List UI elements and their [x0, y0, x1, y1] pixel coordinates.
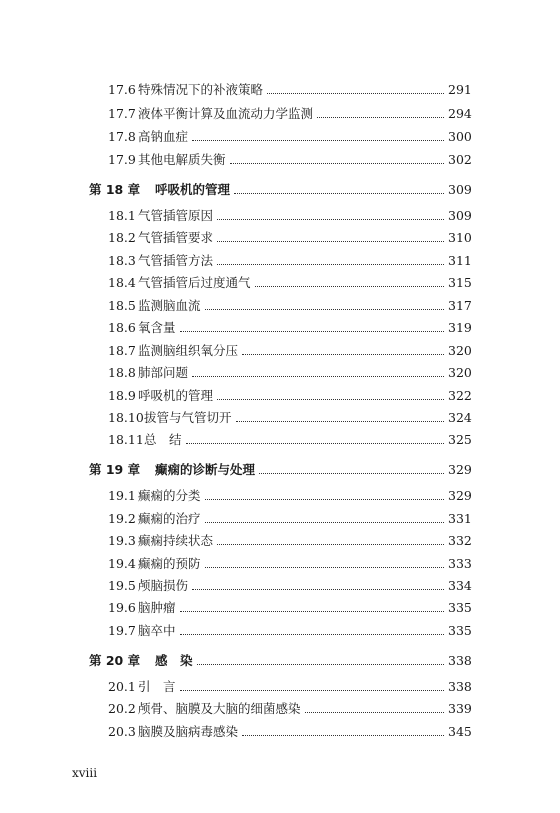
section-number: 20.2: [108, 701, 136, 716]
section-number: 18.5: [108, 298, 136, 313]
page-number: 335: [448, 623, 472, 638]
chapter-number: 第 18 章: [89, 182, 141, 197]
leader-dots: [217, 543, 444, 545]
leader-dots: [192, 375, 444, 377]
page-number: 322: [448, 388, 472, 403]
section-number: 20.3: [108, 724, 136, 739]
folio-page-label: xviii: [72, 766, 98, 780]
leader-dots: [217, 263, 444, 265]
leader-dots: [192, 588, 444, 590]
section-title: 肺部问题: [138, 365, 189, 380]
section-title: 气管插管要求: [138, 230, 214, 245]
toc-entry-19-6[interactable]: [108, 600, 470, 616]
page-number: 331: [448, 511, 472, 526]
page-number: 333: [448, 556, 472, 571]
toc-entry-17-9[interactable]: [108, 152, 470, 168]
leader-dots: [180, 689, 444, 691]
section-number: 18.11: [108, 432, 144, 447]
page-number: 332: [448, 533, 472, 548]
section-title: 脑卒中: [138, 623, 176, 638]
leader-dots: [205, 521, 444, 523]
section-title: 气管插管原因: [138, 208, 214, 223]
section-number: 20.1: [108, 679, 136, 694]
leader-dots: [205, 566, 444, 568]
page-number: 319: [448, 320, 472, 335]
toc-chapter-18[interactable]: [89, 182, 470, 198]
page-number: 315: [448, 275, 472, 290]
toc-entry-18-9[interactable]: [108, 388, 470, 404]
toc-entry-19-7[interactable]: [108, 623, 470, 639]
page-number: 345: [448, 724, 472, 739]
section-title: 癫痫的预防: [138, 556, 201, 571]
section-title: 其他电解质失衡: [138, 152, 226, 167]
page-number: 325: [448, 432, 472, 447]
leader-dots: [186, 442, 444, 444]
section-number: 18.3: [108, 253, 136, 268]
section-title: 拔管与气管切开: [144, 410, 232, 425]
leader-dots: [180, 610, 444, 612]
toc-entry-18-8[interactable]: [108, 365, 470, 381]
section-title: 监测脑组织氧分压: [138, 343, 239, 358]
section-title: 总 结: [144, 432, 182, 447]
section-number: 18.1: [108, 208, 136, 223]
section-number: 18.7: [108, 343, 136, 358]
leader-dots: [217, 240, 444, 242]
toc-entry-18-10[interactable]: [108, 410, 470, 426]
toc-entry-19-5[interactable]: [108, 578, 470, 594]
page-number: 320: [448, 365, 472, 380]
leader-dots: [236, 420, 444, 422]
toc-entry-18-1[interactable]: [108, 208, 470, 224]
section-number: 19.3: [108, 533, 136, 548]
leader-dots: [255, 285, 444, 287]
chapter-title: 感 染: [155, 653, 193, 668]
section-title: 液体平衡计算及血流动力学监测: [138, 106, 314, 121]
section-title: 气管插管方法: [138, 253, 214, 268]
chapter-title: 呼吸机的管理: [155, 182, 231, 197]
page-number: 339: [448, 701, 472, 716]
toc-entry-20-2[interactable]: [108, 701, 470, 717]
leader-dots: [217, 218, 444, 220]
section-title: 癫痫的治疗: [138, 511, 201, 526]
section-title: 氧含量: [138, 320, 176, 335]
leader-dots: [242, 353, 444, 355]
page-number: 311: [448, 253, 472, 268]
section-title: 癫痫持续状态: [138, 533, 214, 548]
toc-entry-18-5[interactable]: [108, 298, 470, 314]
section-number: 18.9: [108, 388, 136, 403]
toc-entry-18-3[interactable]: [108, 253, 470, 269]
leader-dots: [197, 663, 444, 665]
section-number: 19.2: [108, 511, 136, 526]
page-number: 300: [448, 129, 472, 144]
toc-entry-20-1[interactable]: [108, 679, 470, 695]
section-number: 18.6: [108, 320, 136, 335]
leader-dots: [180, 633, 444, 635]
section-title: 特殊情况下的补液策略: [138, 82, 264, 97]
leader-dots: [205, 308, 444, 310]
toc-entry-17-8[interactable]: [108, 129, 470, 145]
section-title: 呼吸机的管理: [138, 388, 214, 403]
toc-chapter-19[interactable]: [89, 462, 470, 478]
leader-dots: [205, 498, 444, 500]
chapter-number: 第 20 章: [89, 653, 141, 668]
page-number: 291: [448, 82, 472, 97]
section-title: 引 言: [138, 679, 176, 694]
section-number: 19.5: [108, 578, 136, 593]
page-number: 294: [448, 106, 472, 121]
section-number: 18.4: [108, 275, 136, 290]
toc-entry-18-11[interactable]: [108, 432, 470, 448]
section-number: 18.8: [108, 365, 136, 380]
toc-entry-19-4[interactable]: [108, 556, 470, 572]
section-title: 脑肿瘤: [138, 600, 176, 615]
page-number: 317: [448, 298, 472, 313]
page-number: 302: [448, 152, 472, 167]
section-title: 颅骨、脑膜及大脑的细菌感染: [138, 701, 301, 716]
page-number: 334: [448, 578, 472, 593]
section-title: 脑膜及脑病毒感染: [138, 724, 239, 739]
chapter-number: 第 19 章: [89, 462, 141, 477]
section-number: 17.7: [108, 106, 136, 121]
toc-entry-19-1[interactable]: [108, 488, 470, 504]
leader-dots: [305, 711, 444, 713]
section-title: 高钠血症: [138, 129, 189, 144]
page-number: 338: [448, 653, 472, 668]
section-title: 癫痫的分类: [138, 488, 201, 503]
section-number: 19.6: [108, 600, 136, 615]
toc-entry-18-6[interactable]: [108, 320, 470, 336]
section-number: 18.2: [108, 230, 136, 245]
page-number: 338: [448, 679, 472, 694]
leader-dots: [267, 92, 444, 94]
section-number: 19.7: [108, 623, 136, 638]
page-number: 329: [448, 488, 472, 503]
section-number: 19.4: [108, 556, 136, 571]
page-number: 310: [448, 230, 472, 245]
page-number: 320: [448, 343, 472, 358]
section-title: 监测脑血流: [138, 298, 201, 313]
toc-chapter-20[interactable]: [89, 653, 470, 669]
section-title: 颅脑损伤: [138, 578, 189, 593]
toc-entry-17-6[interactable]: [108, 82, 470, 98]
section-number: 17.6: [108, 82, 136, 97]
section-number: 17.8: [108, 129, 136, 144]
leader-dots: [234, 192, 444, 194]
toc-entry-18-2[interactable]: [108, 230, 470, 246]
chapter-title: 癫痫的诊断与处理: [155, 462, 256, 477]
page-number: 329: [448, 462, 472, 477]
page-number: 324: [448, 410, 472, 425]
toc-entry-17-7[interactable]: [108, 106, 470, 122]
section-number: 17.9: [108, 152, 136, 167]
leader-dots: [217, 398, 444, 400]
leader-dots: [242, 734, 444, 736]
page-number: 309: [448, 208, 472, 223]
page-number: 309: [448, 182, 472, 197]
toc-entry-19-2[interactable]: [108, 511, 470, 527]
leader-dots: [259, 472, 444, 474]
toc-entry-18-4[interactable]: [108, 275, 470, 291]
toc-entry-20-3[interactable]: [108, 724, 470, 740]
leader-dots: [192, 139, 444, 141]
page-number: 335: [448, 600, 472, 615]
section-number: 19.1: [108, 488, 136, 503]
leader-dots: [180, 330, 444, 332]
toc-entry-19-3[interactable]: [108, 533, 470, 549]
toc-entry-18-7[interactable]: [108, 343, 470, 359]
leader-dots: [230, 162, 444, 164]
section-number: 18.10: [108, 410, 144, 425]
section-title: 气管插管后过度通气: [138, 275, 251, 290]
leader-dots: [317, 116, 444, 118]
